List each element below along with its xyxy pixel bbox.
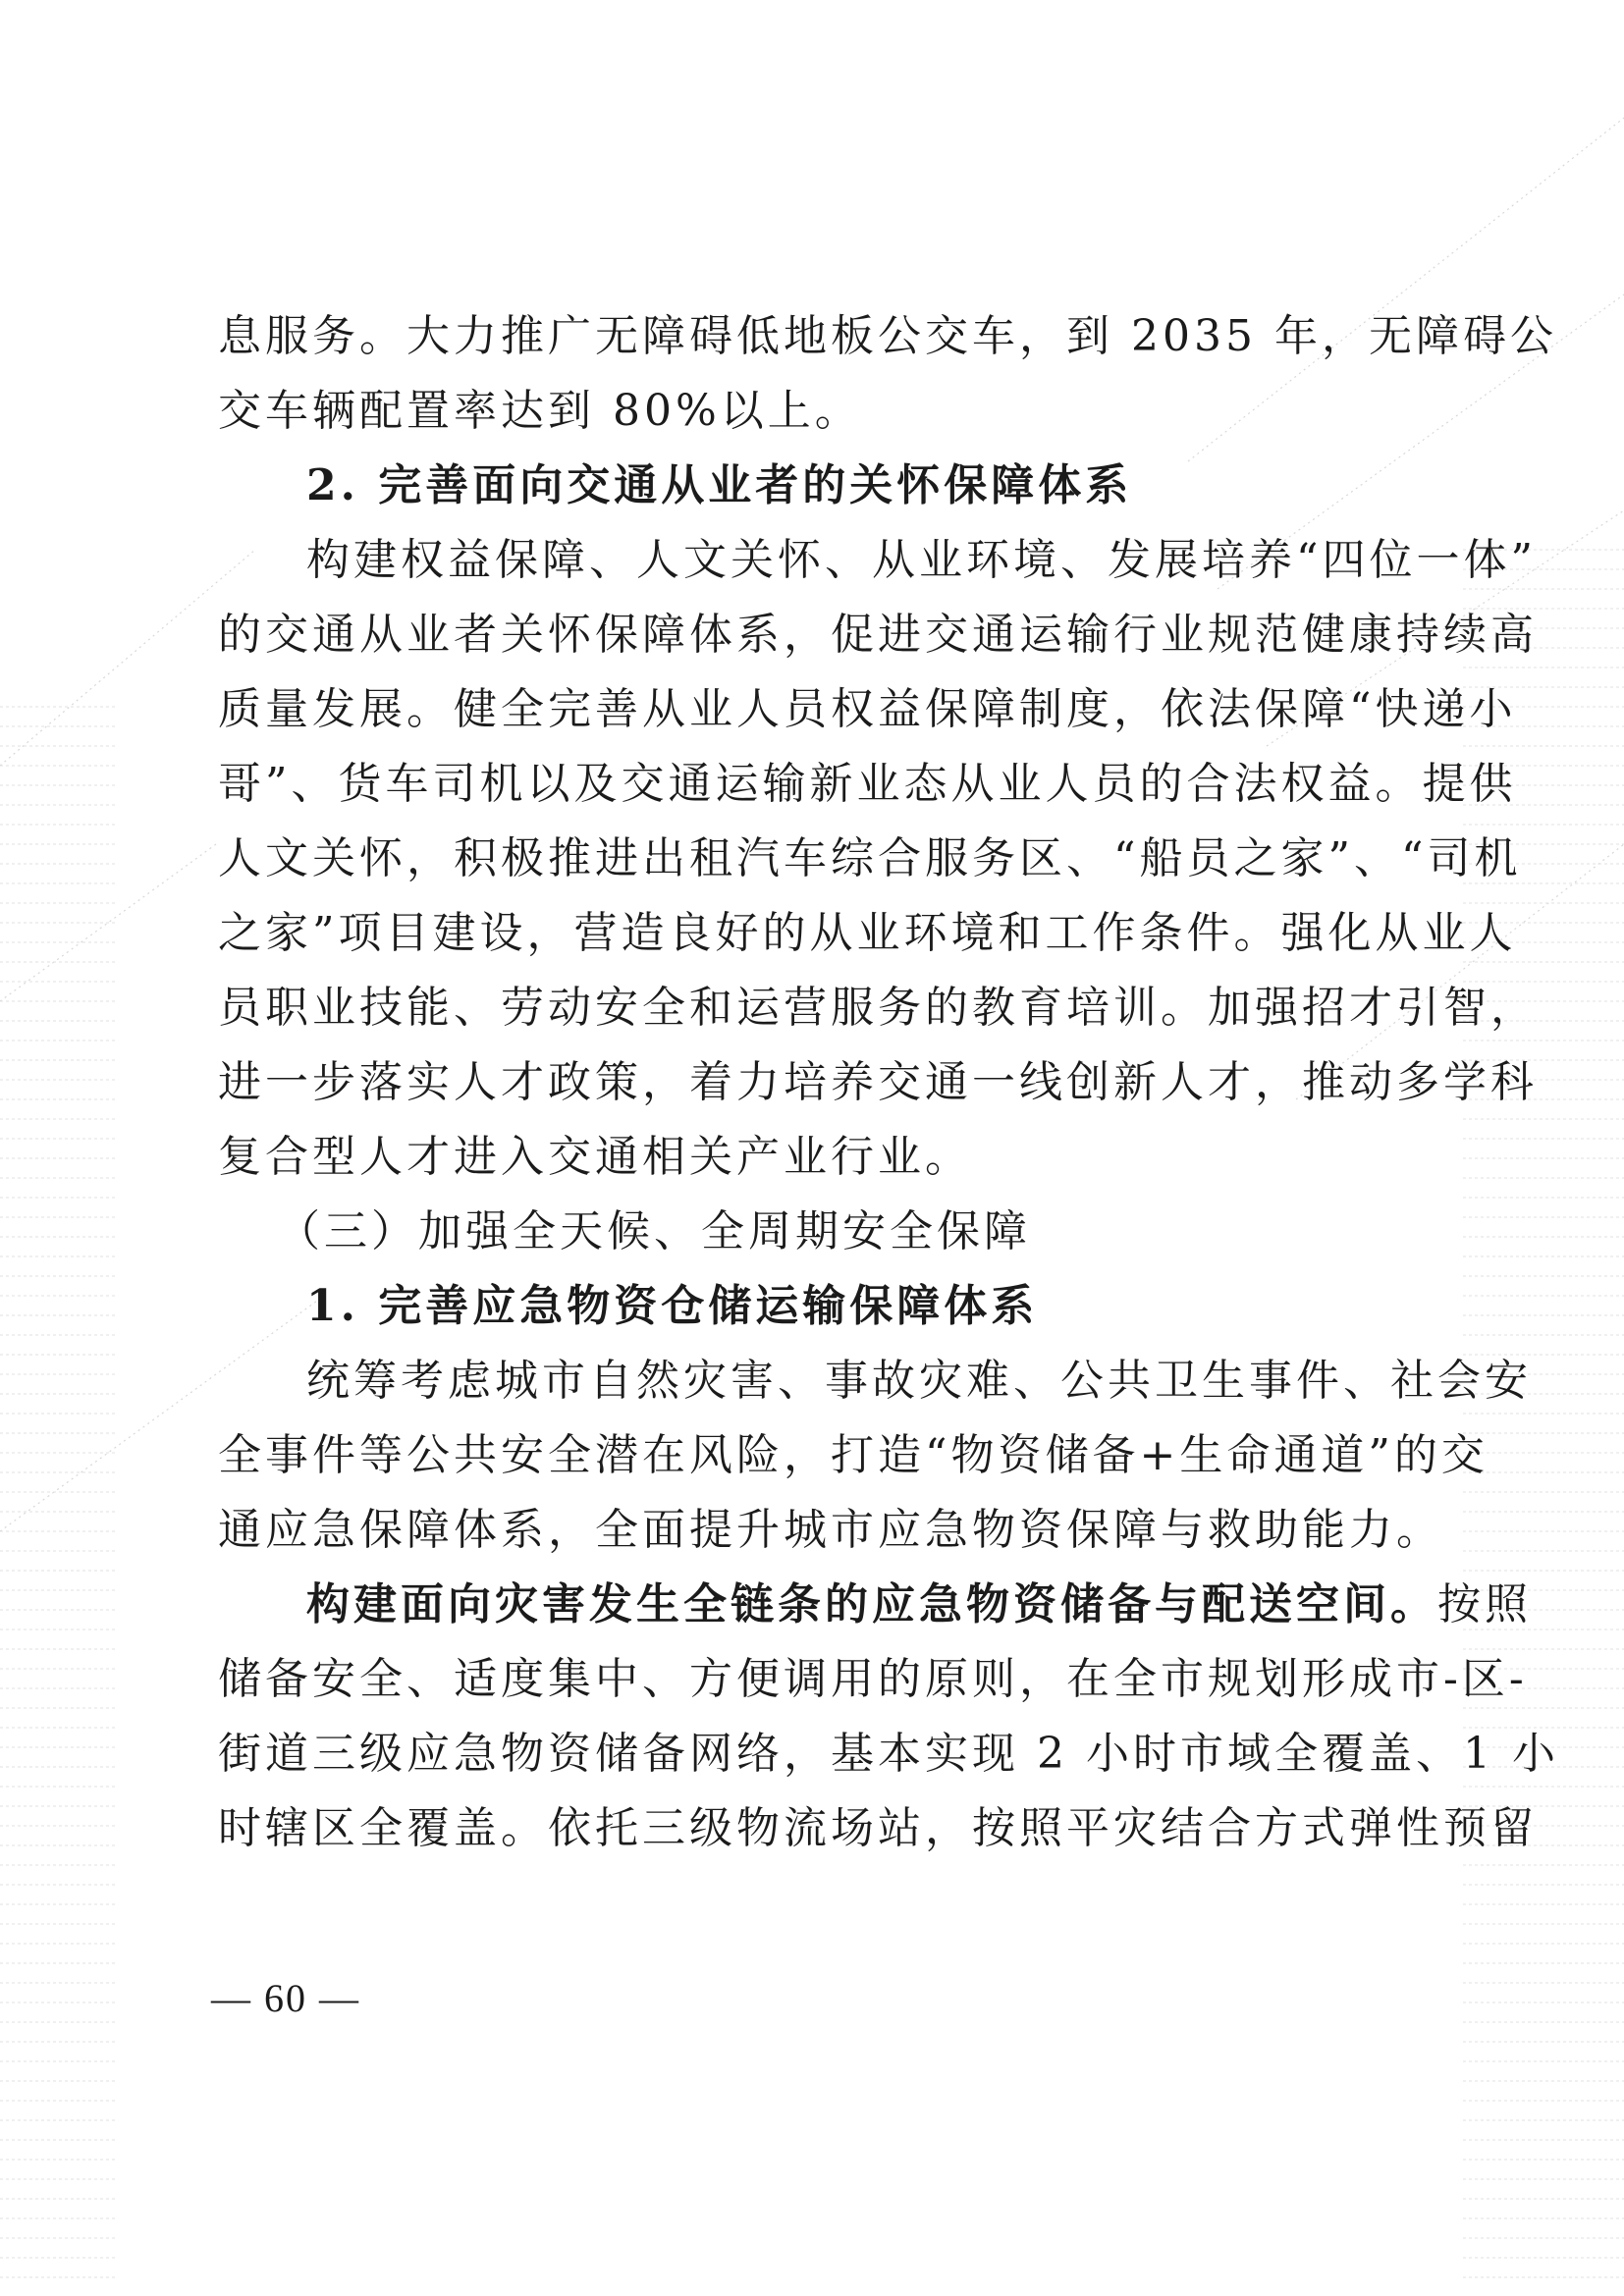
paragraph-line: 哥”、货车司机以及交通运输新业态从业人员的合法权益。提供 (218, 759, 1517, 809)
document-body (218, 299, 1559, 1866)
paragraph-line: 交车辆配置率达到 80%以上。 (218, 386, 862, 436)
paragraph-line: 街道三级应急物资储备网络，基本实现 2 小时市域全覆盖、1 小 (218, 1729, 1559, 1779)
paragraph-line: 构建权益保障、人文关怀、从业环境、发展培养“四位一体” (306, 535, 1537, 585)
paragraph-line: 员职业技能、劳动安全和运营服务的教育培训。加强招才引智， (218, 983, 1538, 1033)
paragraph-continuation: 按照 (1437, 1579, 1532, 1629)
page-number: — 60 — (211, 1976, 360, 2020)
bold-lead-phrase: 构建面向灾害发生全链条的应急物资储备与配送空间。 (306, 1579, 1437, 1629)
paragraph-line: 质量发展。健全完善从业人员权益保障制度，依法保障“快递小 (218, 684, 1517, 734)
paragraph-line: 全事件等公共安全潜在风险，打造“物资储备+生命通道”的交 (218, 1430, 1489, 1480)
section-heading: （三）加强全天候、全周期安全保障 (277, 1206, 1031, 1256)
subsection-heading: 1. 完善应急物资仓储运输保障体系 (306, 1281, 1039, 1331)
paragraph-line: 统筹考虑城市自然灾害、事故灾难、公共卫生事件、社会安 (306, 1356, 1532, 1406)
paragraph-line: 时辖区全覆盖。依托三级物流场站，按照平灾结合方式弹性预留 (218, 1803, 1538, 1853)
section-heading: 2. 完善面向交通从业者的关怀保障体系 (306, 460, 1133, 510)
paragraph-line: 人文关怀，积极推进出租汽车综合服务区、“船员之家”、“司机 (218, 833, 1522, 883)
paragraph-line: 的交通从业者关怀保障体系，促进交通运输行业规范健康持续高 (218, 610, 1538, 660)
paragraph-line: 复合型人才进入交通相关产业行业。 (218, 1132, 972, 1182)
paragraph-line: 进一步落实人才政策，着力培养交通一线创新人才，推动多学科 (218, 1057, 1538, 1107)
paragraph-line-mixed (218, 1568, 1532, 1642)
paragraph-line: 之家”项目建设，营造良好的从业环境和工作条件。强化从业人 (218, 908, 1517, 958)
paragraph-line: 通应急保障体系，全面提升城市应急物资保障与救助能力。 (218, 1505, 1443, 1555)
paragraph-line: 储备安全、适度集中、方便调用的原则，在全市规划形成市-区- (218, 1654, 1528, 1704)
paragraph-line: 息服务。大力推广无障碍低地板公交车，到 2035 年，无障碍公 (218, 311, 1557, 361)
